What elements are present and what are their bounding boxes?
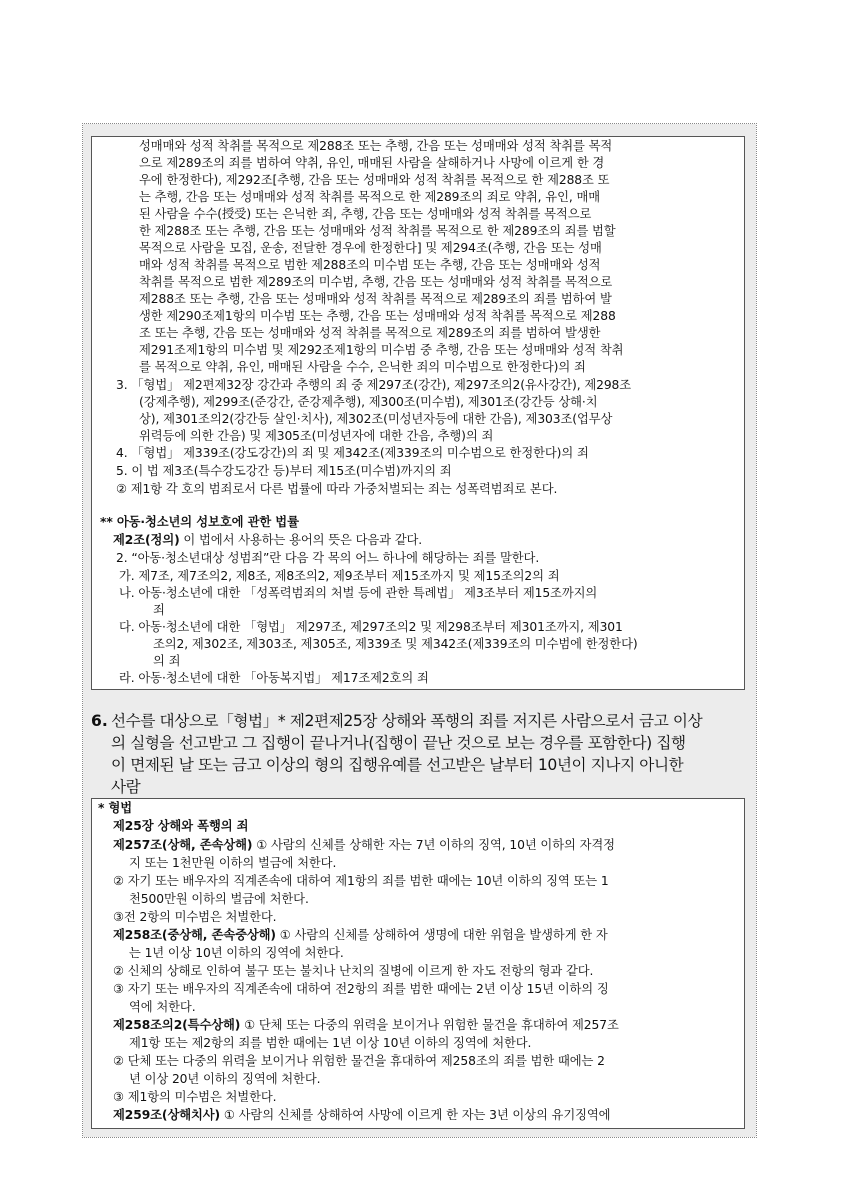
- article-title: 제258조(중상해, 존속중상해): [113, 928, 276, 942]
- question-text-line: 선수를 대상으로「형법」* 제2편제25장 상해와 폭행의 죄를 저지른 사람으로서 금고 이상: [111, 712, 703, 730]
- statute-line: 제257조(상해, 존속상해) ① 사람의 신체를 상해한 자는 7년 이하의 징역, 10년 이하의 자격정: [113, 838, 615, 852]
- statute-line: ③전 2항의 미수범은 처벌한다.: [113, 910, 277, 924]
- statute-line: 제1항 또는 제2항의 죄를 범한 때에는 1년 이상 10년 이하의 징역에 처한다.: [129, 1036, 532, 1050]
- statute-line: 는 추행, 간음 또는 성매매와 성적 착취를 목적으로 한 제289조의 죄로 약취, 유인, 매매: [139, 190, 601, 204]
- statute-line: 생한 제290조제1항의 미수범 또는 추행, 간음 또는 성매매와 성적 착취를 목적으로 제288: [139, 309, 616, 323]
- statute-line: 된 사람을 수수(授受) 또는 은닉한 죄, 추행, 간음 또는 성매매와 성적 착취를 목적으로: [139, 207, 592, 221]
- statute-line: ② 자기 또는 배우자의 직계존속에 대하여 제1항의 죄를 범한 때에는 10년 이하의 징역 또는 1: [113, 874, 609, 888]
- statute-line: 목적으로 사람을 모집, 운송, 전달한 경우에 한정한다] 및 제294조(추행, 간음 또는 성매: [139, 241, 602, 255]
- statute-line: 다. 아동·청소년에 대한 「형법」 제297조, 제297조의2 및 제298조부터 제301조까지, 제301: [119, 620, 623, 634]
- statute-line: 제258조의2(특수상해) ① 단체 또는 다중의 위력을 보이거나 위험한 물건을 휴대하여 제257조: [113, 1018, 619, 1032]
- statute-line: 2. “아동·청소년대상 성범죄”란 다음 각 목의 어느 하나에 해당하는 죄를 말한다.: [116, 551, 540, 565]
- statute-line: ③ 자기 또는 배우자의 직계존속에 대하여 전2항의 죄를 범한 때에는 2년 이상 15년 이하의 징: [113, 982, 609, 996]
- statute-line: 라. 아동·청소년에 대한 「아동복지법」 제17조제2호의 죄: [119, 671, 429, 685]
- statute-line: ② 제1항 각 호의 범죄로서 다른 법률에 따라 가중처벌되는 죄는 성폭력범죄로 본다.: [116, 482, 558, 496]
- statute-line: 상), 제301조의2(강간등 살인·치사), 제302조(미성년자등에 대한 간음), 제303조(업무상: [139, 412, 613, 426]
- statute-line: 조 또는 추행, 간음 또는 성매매와 성적 착취를 목적으로 제289조의 죄를 범하여 발생한: [139, 326, 601, 340]
- question-text-line: 사람: [111, 778, 141, 796]
- statute-line: ② 신체의 상해로 인하여 불구 또는 불치나 난치의 질병에 이르게 한 자도 전항의 형과 같다.: [113, 964, 594, 978]
- statute-line: 3. 「형법」 제2편제32장 강간과 추행의 죄 중 제297조(강간), 제297조의2(유사강간), 제298조: [116, 378, 632, 392]
- statute-line: 역에 처한다.: [129, 1000, 196, 1014]
- statute-line: 제288조 또는 추행, 간음 또는 성매매와 성적 착취를 목적으로 제289조의 죄를 범하여 발: [139, 292, 612, 306]
- statute-line: 제258조(중상해, 존속중상해) ① 사람의 신체를 상해하여 생명에 대한 위험을 발생하게 한 자: [113, 928, 608, 942]
- statute-line: 를 목적으로 약취, 유인, 매매된 사람을 수수, 은닉한 죄의 미수범으로 한정한다)의 죄: [139, 360, 586, 374]
- question-text-line: 의 실형을 선고받고 그 집행이 끝나거나(집행이 끝난 것으로 보는 경우를 포함한다) 집행: [111, 734, 686, 752]
- statute-line: 제291조제1항의 미수범 및 제292조제1항의 미수범 중 추행, 간음 또는 성매매와 성적 착취: [139, 343, 624, 357]
- statute-line: 5. 이 법 제3조(특수강도강간 등)부터 제15조(미수범)까지의 죄: [116, 464, 452, 478]
- statute-line: ② 단체 또는 다중의 위력을 보이거나 위험한 물건을 휴대하여 제258조의 죄를 범한 때에는 2: [113, 1054, 605, 1068]
- statute-line: 나. 아동·청소년에 대한 「성폭력범죄의 처벌 등에 관한 특례법」 제3조부터 제15조까지의: [119, 586, 598, 600]
- statute-line: 착취를 목적으로 범한 제289조의 미수범, 추행, 간음 또는 성매매와 성적 착취를 목적으로: [139, 275, 613, 289]
- statute-line: 우에 한정한다), 제292조[추행, 간음 또는 성매매와 성적 착취를 목적으로 한 제288조 또: [139, 173, 610, 187]
- statute-line: 매와 성적 착취를 목적으로 범한 제288조의 미수범 또는 추행, 간음 또는 성매매와 성적: [139, 258, 601, 272]
- chapter-heading: 제25장 상해와 폭행의 죄: [113, 819, 249, 833]
- statute-line: 제2조(정의) 이 법에서 사용하는 용어의 뜻은 다음과 같다.: [113, 533, 423, 547]
- statute-line: 천500만원 이하의 벌금에 처한다.: [129, 892, 309, 906]
- article-title: 제259조(상해치사): [113, 1108, 221, 1122]
- statute-line: 는 1년 이상 10년 이하의 징역에 처한다.: [129, 946, 344, 960]
- statute-line: 의 죄: [153, 654, 181, 668]
- law-heading: ** 아동·청소년의 성보호에 관한 법률: [100, 515, 299, 529]
- statute-line: ③ 제1항의 미수범은 처벌한다.: [113, 1090, 277, 1104]
- statute-line: 죄: [153, 603, 165, 617]
- statute-line: 제259조(상해치사) ① 사람의 신체를 상해하여 사망에 이르게 한 자는 3년 이상의 유기징역에: [113, 1108, 611, 1122]
- article-title: 제258조의2(특수상해): [113, 1018, 241, 1032]
- statute-line: 년 이상 20년 이하의 징역에 처한다.: [129, 1072, 321, 1086]
- law-heading: * 형법: [98, 801, 133, 815]
- statute-line: 성매매와 성적 착취를 목적으로 제288조 또는 추행, 간음 또는 성매매와 성적 착취를 목적: [139, 139, 613, 153]
- statute-line: 가. 제7조, 제7조의2, 제8조, 제8조의2, 제9조부터 제15조까지 및 제15조의2의 죄: [119, 569, 560, 583]
- article-title: 제2조(정의): [113, 533, 180, 547]
- article-title: 제257조(상해, 존속상해): [113, 838, 253, 852]
- statute-line: 조의2, 제302조, 제303조, 제305조, 제339조 및 제342조(제339조의 미수범에 한정한다): [153, 637, 638, 651]
- statute-line: 지 또는 1천만원 이하의 벌금에 처한다.: [129, 856, 337, 870]
- statute-line: 으로 제289조의 죄를 범하여 약취, 유인, 매매된 사람을 살해하거나 사망에 이르게 한 경: [139, 156, 605, 170]
- statute-line: 위력등에 의한 간음) 및 제305조(미성년자에 대한 간음, 추행)의 죄: [139, 429, 494, 443]
- statute-line: 4. 「형법」 제339조(강도강간)의 죄 및 제342조(제339조의 미수범으로 한정한다)의 죄: [116, 446, 589, 460]
- statute-line: (강제추행), 제299조(준강간, 준강제추행), 제300조(미수범), 제301조(강간등 상해·치: [139, 395, 598, 409]
- question-number: 6.: [91, 712, 108, 730]
- question-text-line: 이 면제된 날 또는 금고 이상의 형의 집행유예를 선고받은 날부터 10년이 지나지 아니한: [111, 756, 684, 774]
- statute-line: 한 제288조 또는 추행, 간음 또는 성매매와 성적 착취를 목적으로 한 제289조의 죄를 범할: [139, 224, 616, 238]
